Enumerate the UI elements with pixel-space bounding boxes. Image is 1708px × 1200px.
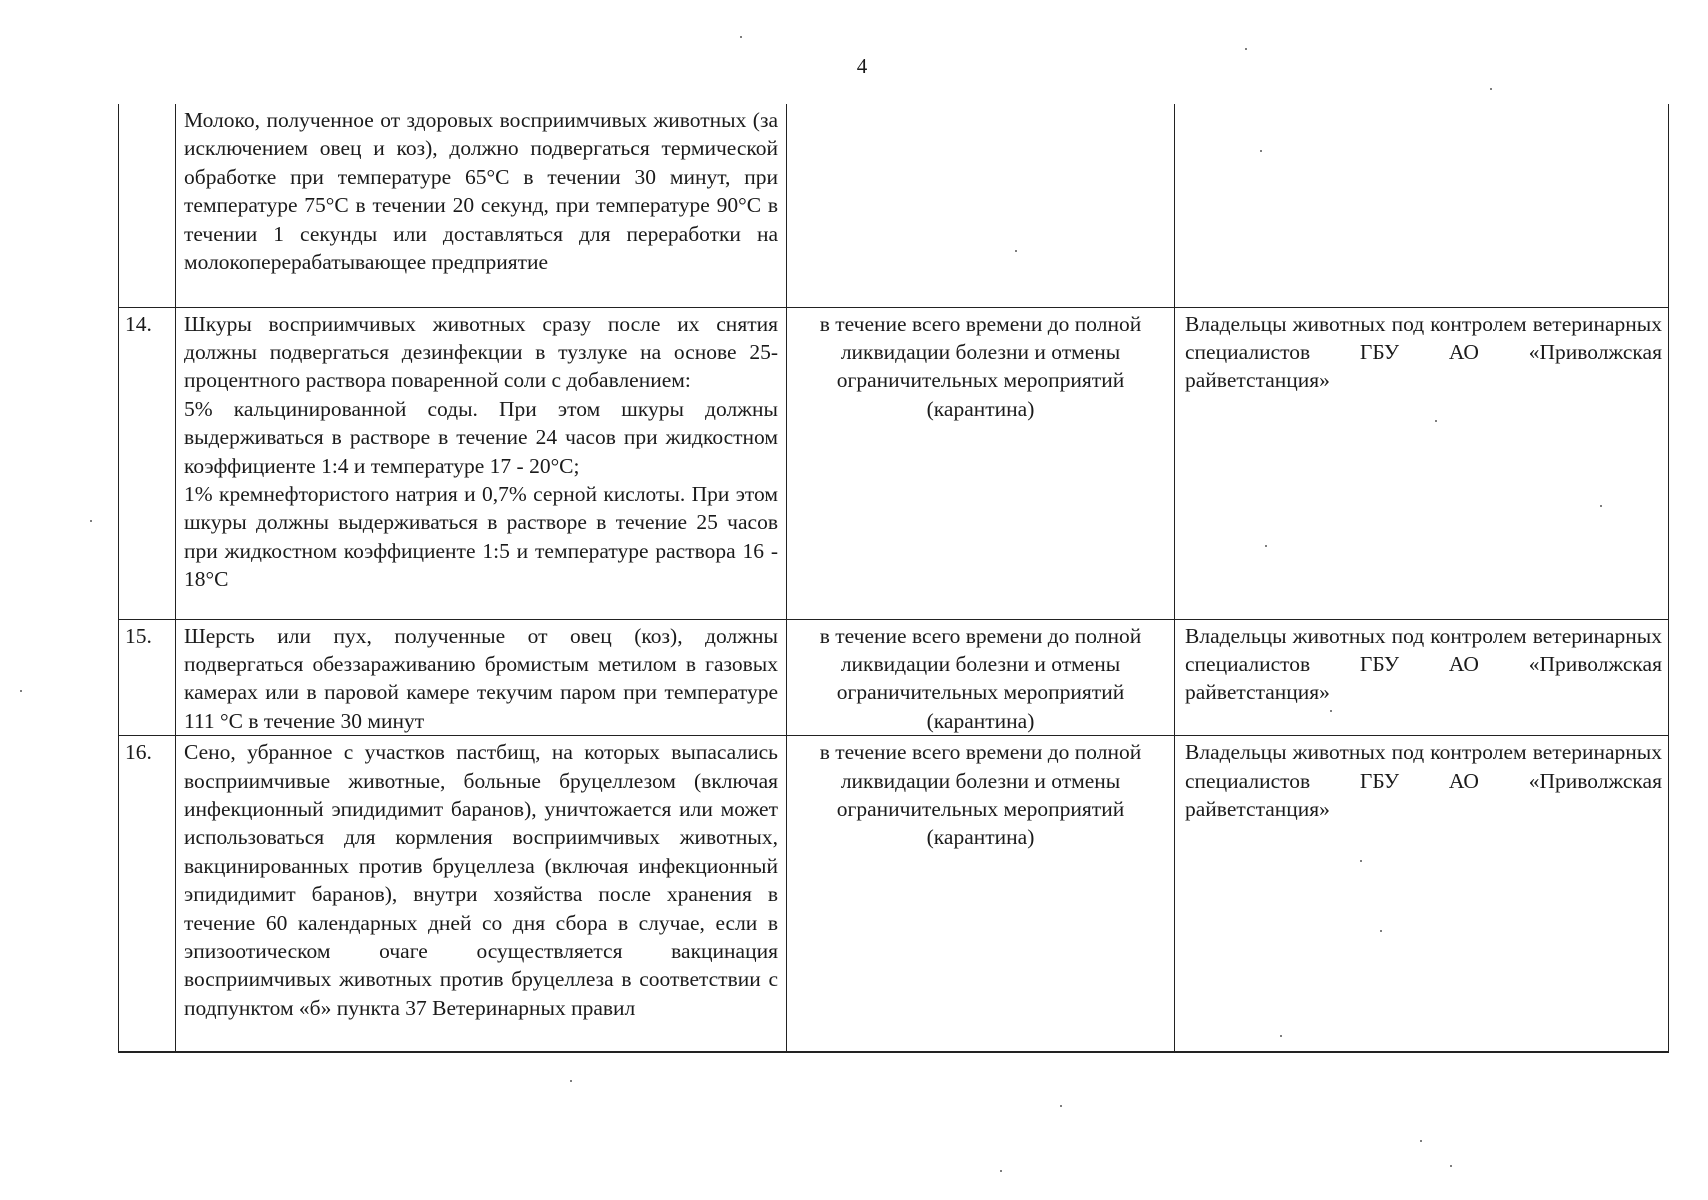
row-responsible: Владельцы животных под контролем ветеринарных специалистов ГБУ АО «Приволжская райветстанция» [1175, 736, 1669, 1052]
row-term [787, 104, 1175, 307]
row-term: в течение всего времени до полной ликвидации болезни и отмены ограничительных мероприятий (карантина) [787, 736, 1175, 1052]
description-paragraph: Молоко, полученное от здоровых восприимчивых животных (за исключением овец и коз), должно подвергаться термической обработке при температуре 65°C в течении 30 минут, при температуре 75°C в течении 20 секунд, при температуре 90°C в течении 1 секунды или доставляться для переработки на молокоперерабатывающее предприятие [184, 108, 778, 275]
row-number: 16. [119, 736, 176, 1052]
description-paragraph: Шкуры восприимчивых животных сразу после их снятия должны подвергаться дезинфекции в тузлуке на основе 25-процентного раствора поваренной соли с добавлением: [184, 311, 778, 393]
row-responsible [1175, 104, 1669, 307]
row-description [176, 736, 787, 1052]
row-description [176, 104, 787, 307]
row-number: 14. [119, 307, 176, 619]
measures-table [118, 104, 1669, 1053]
table-row [119, 736, 1669, 1052]
row-responsible: Владельцы животных под контролем ветеринарных специалистов ГБУ АО «Приволжская райветстанция» [1175, 307, 1669, 619]
description-paragraph: Шерсть или пух, полученные от овец (коз), должны подвергаться обеззараживанию бромистым метилом в газовых камерах или в паровой камере текучим паром при температуре 111 °C в течение 30 минут [184, 623, 778, 733]
table-row [119, 104, 1669, 307]
row-number: 15. [119, 619, 176, 736]
row-number [119, 104, 176, 307]
table-row [119, 307, 1669, 619]
row-responsible: Владельцы животных под контролем ветеринарных специалистов ГБУ АО «Приволжская райветстанция» [1175, 619, 1669, 736]
row-description [176, 619, 787, 736]
description-paragraph: 5% кальцинированной соды. При этом шкуры должны выдерживаться в растворе в течение 24 часов при жидкостном коэффициенте 1:4 и температуре 17 - 20°C; [184, 396, 778, 478]
page-number: 4 [856, 54, 868, 78]
row-term: в течение всего времени до полной ликвидации болезни и отмены ограничительных мероприятий (карантина) [787, 307, 1175, 619]
description-paragraph: Сено, убранное с участков пастбищ, на которых выпасались восприимчивые животные, больные бруцеллезом (включая инфекционный эпидидимит баранов), уничтожается или может использоваться для кормления восприимчивых животных, вакцинированных против бруцеллеза (включая инфекционный эпидидимит баранов), внутри хозяйства после хранения в течение 60 календарных дней со дня сбора в случае, если в эпизоотическом очаге осуществляется вакцинация восприимчивых животных против бруцеллеза в соответствии с подпунктом «б» пункта 37 Ветеринарных правил [184, 740, 778, 1020]
row-description [176, 307, 787, 619]
row-term: в течение всего времени до полной ликвидации болезни и отмены ограничительных мероприятий (карантина) [787, 619, 1175, 736]
description-paragraph: 1% кремнефтористого натрия и 0,7% серной кислоты. При этом шкуры должны выдерживаться в растворе в течение 25 часов при жидкостном коэффициенте 1:5 и температуре раствора 16 - 18°C [184, 481, 778, 592]
table-row [119, 619, 1669, 736]
